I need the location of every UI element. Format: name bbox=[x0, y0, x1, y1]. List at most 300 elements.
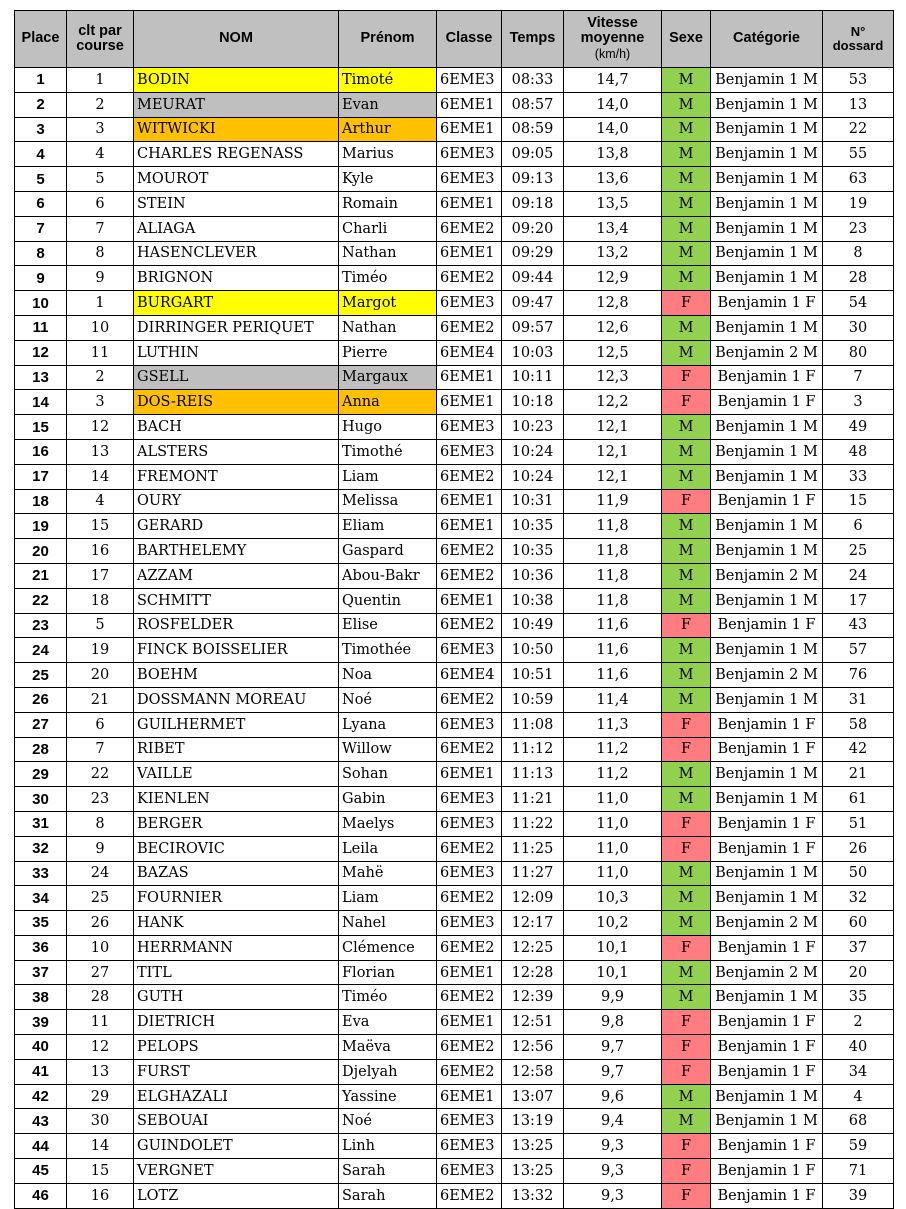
cell-nom: HANK bbox=[134, 911, 339, 936]
cell-classe: 6EME2 bbox=[437, 315, 502, 340]
cell-dossard: 3 bbox=[823, 390, 894, 415]
cell-sexe: F bbox=[662, 1035, 711, 1060]
cell-classe: 6EME3 bbox=[437, 1134, 502, 1159]
cell-temps: 09:18 bbox=[502, 191, 564, 216]
cell-classe: 6EME2 bbox=[437, 1059, 502, 1084]
table-row bbox=[15, 1183, 894, 1208]
header-vitesse-unit: (km/h) bbox=[594, 46, 631, 61]
cell-prenom: Willow bbox=[339, 737, 437, 762]
cell-dossard: 32 bbox=[823, 886, 894, 911]
cell-dossard: 61 bbox=[823, 787, 894, 812]
header-sexe: Sexe bbox=[662, 11, 711, 68]
table-row bbox=[15, 216, 894, 241]
cell-categorie: Benjamin 1 F bbox=[711, 489, 823, 514]
cell-clt: 5 bbox=[67, 613, 134, 638]
header-nom: NOM bbox=[134, 11, 339, 68]
cell-place: 23 bbox=[15, 613, 67, 638]
cell-place: 29 bbox=[15, 762, 67, 787]
cell-clt: 10 bbox=[67, 935, 134, 960]
table-row bbox=[15, 1035, 894, 1060]
results-table bbox=[14, 10, 894, 1209]
cell-prenom: Sarah bbox=[339, 1183, 437, 1208]
cell-vitesse: 13,4 bbox=[564, 216, 662, 241]
cell-categorie: Benjamin 1 F bbox=[711, 390, 823, 415]
cell-dossard: 37 bbox=[823, 935, 894, 960]
cell-vitesse: 12,2 bbox=[564, 390, 662, 415]
cell-temps: 08:59 bbox=[502, 117, 564, 142]
cell-dossard: 58 bbox=[823, 712, 894, 737]
cell-nom: GERARD bbox=[134, 514, 339, 539]
cell-classe: 6EME3 bbox=[437, 638, 502, 663]
cell-classe: 6EME1 bbox=[437, 960, 502, 985]
cell-clt: 22 bbox=[67, 762, 134, 787]
cell-nom: TITL bbox=[134, 960, 339, 985]
cell-categorie: Benjamin 1 M bbox=[711, 439, 823, 464]
cell-vitesse: 11,0 bbox=[564, 836, 662, 861]
cell-classe: 6EME2 bbox=[437, 1035, 502, 1060]
cell-nom: ELGHAZALI bbox=[134, 1084, 339, 1109]
cell-temps: 08:57 bbox=[502, 92, 564, 117]
cell-vitesse: 11,0 bbox=[564, 787, 662, 812]
cell-dossard: 19 bbox=[823, 191, 894, 216]
cell-nom: BRIGNON bbox=[134, 266, 339, 291]
cell-sexe: F bbox=[662, 1183, 711, 1208]
cell-nom: GSELL bbox=[134, 365, 339, 390]
cell-prenom: Margot bbox=[339, 291, 437, 316]
cell-vitesse: 12,1 bbox=[564, 464, 662, 489]
cell-clt: 24 bbox=[67, 861, 134, 886]
cell-nom: BACH bbox=[134, 415, 339, 440]
cell-categorie: Benjamin 2 M bbox=[711, 663, 823, 688]
cell-vitesse: 9,3 bbox=[564, 1159, 662, 1184]
cell-dossard: 49 bbox=[823, 415, 894, 440]
cell-classe: 6EME1 bbox=[437, 588, 502, 613]
cell-dossard: 15 bbox=[823, 489, 894, 514]
cell-classe: 6EME2 bbox=[437, 886, 502, 911]
cell-nom: AZZAM bbox=[134, 563, 339, 588]
cell-clt: 13 bbox=[67, 439, 134, 464]
cell-classe: 6EME3 bbox=[437, 712, 502, 737]
cell-categorie: Benjamin 1 M bbox=[711, 216, 823, 241]
header-temps: Temps bbox=[502, 11, 564, 68]
cell-sexe: M bbox=[662, 861, 711, 886]
cell-temps: 09:29 bbox=[502, 241, 564, 266]
cell-vitesse: 9,3 bbox=[564, 1134, 662, 1159]
cell-temps: 10:35 bbox=[502, 514, 564, 539]
cell-place: 9 bbox=[15, 266, 67, 291]
cell-categorie: Benjamin 1 M bbox=[711, 266, 823, 291]
table-row bbox=[15, 836, 894, 861]
cell-temps: 09:13 bbox=[502, 167, 564, 192]
cell-temps: 10:24 bbox=[502, 439, 564, 464]
cell-clt: 12 bbox=[67, 415, 134, 440]
cell-temps: 11:22 bbox=[502, 811, 564, 836]
cell-categorie: Benjamin 1 M bbox=[711, 762, 823, 787]
cell-prenom: Gabin bbox=[339, 787, 437, 812]
cell-sexe: M bbox=[662, 92, 711, 117]
table-row bbox=[15, 638, 894, 663]
cell-classe: 6EME1 bbox=[437, 489, 502, 514]
cell-temps: 10:36 bbox=[502, 563, 564, 588]
cell-place: 15 bbox=[15, 415, 67, 440]
header-row bbox=[15, 11, 894, 68]
cell-clt: 25 bbox=[67, 886, 134, 911]
cell-prenom: Nathan bbox=[339, 241, 437, 266]
table-row bbox=[15, 415, 894, 440]
cell-vitesse: 14,7 bbox=[564, 68, 662, 93]
cell-vitesse: 11,0 bbox=[564, 811, 662, 836]
header-vitesse bbox=[564, 11, 662, 68]
cell-prenom: Yassine bbox=[339, 1084, 437, 1109]
cell-clt: 2 bbox=[67, 365, 134, 390]
cell-clt: 21 bbox=[67, 687, 134, 712]
cell-prenom: Melissa bbox=[339, 489, 437, 514]
cell-dossard: 51 bbox=[823, 811, 894, 836]
cell-place: 44 bbox=[15, 1134, 67, 1159]
table-row bbox=[15, 142, 894, 167]
cell-place: 25 bbox=[15, 663, 67, 688]
cell-categorie: Benjamin 1 M bbox=[711, 861, 823, 886]
cell-vitesse: 10,1 bbox=[564, 935, 662, 960]
cell-place: 41 bbox=[15, 1059, 67, 1084]
cell-place: 40 bbox=[15, 1035, 67, 1060]
cell-dossard: 33 bbox=[823, 464, 894, 489]
cell-vitesse: 11,3 bbox=[564, 712, 662, 737]
cell-dossard: 23 bbox=[823, 216, 894, 241]
cell-temps: 13:19 bbox=[502, 1109, 564, 1134]
cell-categorie: Benjamin 1 M bbox=[711, 539, 823, 564]
cell-place: 26 bbox=[15, 687, 67, 712]
cell-place: 13 bbox=[15, 365, 67, 390]
header-vitesse-label: Vitesse moyenne bbox=[580, 15, 645, 47]
cell-prenom: Florian bbox=[339, 960, 437, 985]
cell-nom: BODIN bbox=[134, 68, 339, 93]
cell-temps: 09:44 bbox=[502, 266, 564, 291]
cell-sexe: F bbox=[662, 390, 711, 415]
cell-temps: 13:25 bbox=[502, 1159, 564, 1184]
cell-vitesse: 9,8 bbox=[564, 1010, 662, 1035]
cell-temps: 10:23 bbox=[502, 415, 564, 440]
cell-vitesse: 12,6 bbox=[564, 315, 662, 340]
cell-sexe: M bbox=[662, 142, 711, 167]
cell-sexe: M bbox=[662, 539, 711, 564]
cell-vitesse: 11,8 bbox=[564, 539, 662, 564]
cell-nom: SCHMITT bbox=[134, 588, 339, 613]
cell-temps: 12:56 bbox=[502, 1035, 564, 1060]
cell-dossard: 35 bbox=[823, 985, 894, 1010]
cell-clt: 14 bbox=[67, 464, 134, 489]
cell-temps: 12:17 bbox=[502, 911, 564, 936]
cell-classe: 6EME1 bbox=[437, 92, 502, 117]
cell-dossard: 20 bbox=[823, 960, 894, 985]
cell-temps: 10:03 bbox=[502, 340, 564, 365]
cell-place: 36 bbox=[15, 935, 67, 960]
cell-place: 5 bbox=[15, 167, 67, 192]
cell-prenom: Eva bbox=[339, 1010, 437, 1035]
cell-clt: 23 bbox=[67, 787, 134, 812]
table-row bbox=[15, 886, 894, 911]
table-row bbox=[15, 737, 894, 762]
cell-dossard: 50 bbox=[823, 861, 894, 886]
cell-classe: 6EME1 bbox=[437, 241, 502, 266]
cell-categorie: Benjamin 1 F bbox=[711, 811, 823, 836]
cell-categorie: Benjamin 1 F bbox=[711, 836, 823, 861]
cell-sexe: M bbox=[662, 960, 711, 985]
cell-sexe: F bbox=[662, 365, 711, 390]
cell-vitesse: 9,4 bbox=[564, 1109, 662, 1134]
cell-place: 43 bbox=[15, 1109, 67, 1134]
table-row bbox=[15, 588, 894, 613]
cell-place: 14 bbox=[15, 390, 67, 415]
cell-nom: GUILHERMET bbox=[134, 712, 339, 737]
cell-dossard: 4 bbox=[823, 1084, 894, 1109]
cell-sexe: F bbox=[662, 712, 711, 737]
cell-temps: 09:20 bbox=[502, 216, 564, 241]
cell-clt: 10 bbox=[67, 315, 134, 340]
cell-sexe: F bbox=[662, 613, 711, 638]
cell-place: 18 bbox=[15, 489, 67, 514]
cell-vitesse: 11,2 bbox=[564, 737, 662, 762]
table-row bbox=[15, 241, 894, 266]
cell-prenom: Kyle bbox=[339, 167, 437, 192]
cell-place: 39 bbox=[15, 1010, 67, 1035]
cell-clt: 8 bbox=[67, 811, 134, 836]
cell-categorie: Benjamin 1 M bbox=[711, 167, 823, 192]
cell-place: 7 bbox=[15, 216, 67, 241]
cell-sexe: M bbox=[662, 68, 711, 93]
cell-place: 10 bbox=[15, 291, 67, 316]
cell-clt: 11 bbox=[67, 340, 134, 365]
cell-dossard: 7 bbox=[823, 365, 894, 390]
cell-clt: 7 bbox=[67, 216, 134, 241]
cell-prenom: Anna bbox=[339, 390, 437, 415]
cell-place: 6 bbox=[15, 191, 67, 216]
cell-clt: 11 bbox=[67, 1010, 134, 1035]
cell-nom: BERGER bbox=[134, 811, 339, 836]
cell-categorie: Benjamin 1 F bbox=[711, 291, 823, 316]
header-dossard: N° dossard bbox=[823, 11, 894, 68]
cell-prenom: Linh bbox=[339, 1134, 437, 1159]
cell-vitesse: 12,5 bbox=[564, 340, 662, 365]
cell-classe: 6EME2 bbox=[437, 266, 502, 291]
cell-prenom: Timéo bbox=[339, 985, 437, 1010]
cell-clt: 9 bbox=[67, 266, 134, 291]
cell-nom: LUTHIN bbox=[134, 340, 339, 365]
header-classe: Classe bbox=[437, 11, 502, 68]
cell-dossard: 76 bbox=[823, 663, 894, 688]
cell-nom: DIRRINGER PERIQUET bbox=[134, 315, 339, 340]
table-row bbox=[15, 291, 894, 316]
cell-classe: 6EME3 bbox=[437, 1109, 502, 1134]
cell-sexe: F bbox=[662, 811, 711, 836]
cell-vitesse: 9,3 bbox=[564, 1183, 662, 1208]
table-row bbox=[15, 1159, 894, 1184]
cell-clt: 4 bbox=[67, 489, 134, 514]
cell-place: 19 bbox=[15, 514, 67, 539]
cell-classe: 6EME3 bbox=[437, 415, 502, 440]
cell-dossard: 59 bbox=[823, 1134, 894, 1159]
cell-classe: 6EME3 bbox=[437, 811, 502, 836]
cell-classe: 6EME2 bbox=[437, 687, 502, 712]
cell-classe: 6EME1 bbox=[437, 191, 502, 216]
cell-dossard: 57 bbox=[823, 638, 894, 663]
cell-dossard: 55 bbox=[823, 142, 894, 167]
cell-temps: 09:05 bbox=[502, 142, 564, 167]
cell-classe: 6EME1 bbox=[437, 365, 502, 390]
cell-classe: 6EME3 bbox=[437, 291, 502, 316]
cell-categorie: Benjamin 1 F bbox=[711, 1010, 823, 1035]
cell-prenom: Eliam bbox=[339, 514, 437, 539]
cell-place: 21 bbox=[15, 563, 67, 588]
cell-nom: CHARLES REGENASS bbox=[134, 142, 339, 167]
cell-nom: LOTZ bbox=[134, 1183, 339, 1208]
cell-vitesse: 11,8 bbox=[564, 588, 662, 613]
cell-prenom: Maëva bbox=[339, 1035, 437, 1060]
cell-sexe: F bbox=[662, 1159, 711, 1184]
cell-vitesse: 12,1 bbox=[564, 415, 662, 440]
cell-categorie: Benjamin 1 M bbox=[711, 588, 823, 613]
cell-classe: 6EME2 bbox=[437, 935, 502, 960]
cell-clt: 17 bbox=[67, 563, 134, 588]
cell-clt: 9 bbox=[67, 836, 134, 861]
cell-classe: 6EME3 bbox=[437, 787, 502, 812]
cell-sexe: M bbox=[662, 415, 711, 440]
cell-categorie: Benjamin 1 F bbox=[711, 613, 823, 638]
cell-nom: OURY bbox=[134, 489, 339, 514]
cell-categorie: Benjamin 1 M bbox=[711, 92, 823, 117]
cell-vitesse: 11,2 bbox=[564, 762, 662, 787]
cell-prenom: Charli bbox=[339, 216, 437, 241]
cell-prenom: Liam bbox=[339, 886, 437, 911]
cell-prenom: Hugo bbox=[339, 415, 437, 440]
cell-categorie: Benjamin 1 M bbox=[711, 514, 823, 539]
cell-clt: 5 bbox=[67, 167, 134, 192]
table-row bbox=[15, 563, 894, 588]
cell-classe: 6EME3 bbox=[437, 439, 502, 464]
cell-dossard: 24 bbox=[823, 563, 894, 588]
table-row bbox=[15, 687, 894, 712]
cell-clt: 6 bbox=[67, 191, 134, 216]
cell-prenom: Nathan bbox=[339, 315, 437, 340]
cell-classe: 6EME2 bbox=[437, 1183, 502, 1208]
cell-categorie: Benjamin 2 M bbox=[711, 911, 823, 936]
cell-categorie: Benjamin 1 F bbox=[711, 365, 823, 390]
cell-clt: 3 bbox=[67, 390, 134, 415]
cell-sexe: M bbox=[662, 588, 711, 613]
cell-sexe: M bbox=[662, 266, 711, 291]
cell-vitesse: 11,6 bbox=[564, 663, 662, 688]
cell-place: 42 bbox=[15, 1084, 67, 1109]
cell-place: 34 bbox=[15, 886, 67, 911]
cell-place: 27 bbox=[15, 712, 67, 737]
table-row bbox=[15, 1010, 894, 1035]
cell-categorie: Benjamin 1 M bbox=[711, 415, 823, 440]
cell-sexe: M bbox=[662, 464, 711, 489]
cell-temps: 10:59 bbox=[502, 687, 564, 712]
cell-nom: BAZAS bbox=[134, 861, 339, 886]
cell-prenom: Djelyah bbox=[339, 1059, 437, 1084]
cell-categorie: Benjamin 1 M bbox=[711, 68, 823, 93]
cell-nom: WITWICKI bbox=[134, 117, 339, 142]
cell-dossard: 6 bbox=[823, 514, 894, 539]
cell-place: 11 bbox=[15, 315, 67, 340]
table-row bbox=[15, 985, 894, 1010]
cell-nom: FREMONT bbox=[134, 464, 339, 489]
cell-clt: 28 bbox=[67, 985, 134, 1010]
header-categorie: Catégorie bbox=[711, 11, 823, 68]
table-row bbox=[15, 464, 894, 489]
cell-clt: 16 bbox=[67, 1183, 134, 1208]
table-row bbox=[15, 340, 894, 365]
table-row bbox=[15, 117, 894, 142]
cell-vitesse: 9,7 bbox=[564, 1035, 662, 1060]
cell-nom: BECIROVIC bbox=[134, 836, 339, 861]
cell-prenom: Evan bbox=[339, 92, 437, 117]
cell-prenom: Marius bbox=[339, 142, 437, 167]
cell-temps: 11:25 bbox=[502, 836, 564, 861]
cell-dossard: 2 bbox=[823, 1010, 894, 1035]
cell-vitesse: 11,8 bbox=[564, 563, 662, 588]
cell-sexe: M bbox=[662, 241, 711, 266]
cell-dossard: 60 bbox=[823, 911, 894, 936]
cell-place: 12 bbox=[15, 340, 67, 365]
cell-sexe: F bbox=[662, 1010, 711, 1035]
cell-temps: 11:08 bbox=[502, 712, 564, 737]
cell-sexe: M bbox=[662, 638, 711, 663]
cell-nom: RIBET bbox=[134, 737, 339, 762]
cell-dossard: 68 bbox=[823, 1109, 894, 1134]
cell-nom: STEIN bbox=[134, 191, 339, 216]
cell-clt: 6 bbox=[67, 712, 134, 737]
cell-prenom: Liam bbox=[339, 464, 437, 489]
cell-temps: 09:47 bbox=[502, 291, 564, 316]
cell-dossard: 39 bbox=[823, 1183, 894, 1208]
cell-prenom: Timothé bbox=[339, 439, 437, 464]
cell-place: 46 bbox=[15, 1183, 67, 1208]
cell-vitesse: 12,8 bbox=[564, 291, 662, 316]
cell-temps: 10:24 bbox=[502, 464, 564, 489]
table-row bbox=[15, 762, 894, 787]
cell-sexe: F bbox=[662, 1059, 711, 1084]
cell-temps: 13:32 bbox=[502, 1183, 564, 1208]
cell-nom: VAILLE bbox=[134, 762, 339, 787]
cell-dossard: 26 bbox=[823, 836, 894, 861]
cell-sexe: M bbox=[662, 911, 711, 936]
cell-nom: MEURAT bbox=[134, 92, 339, 117]
cell-vitesse: 12,9 bbox=[564, 266, 662, 291]
cell-clt: 16 bbox=[67, 539, 134, 564]
cell-sexe: M bbox=[662, 563, 711, 588]
table-row bbox=[15, 514, 894, 539]
cell-place: 30 bbox=[15, 787, 67, 812]
cell-nom: ALSTERS bbox=[134, 439, 339, 464]
cell-sexe: M bbox=[662, 191, 711, 216]
cell-nom: BOEHM bbox=[134, 663, 339, 688]
cell-prenom: Noa bbox=[339, 663, 437, 688]
cell-categorie: Benjamin 2 M bbox=[711, 960, 823, 985]
cell-nom: SEBOUAI bbox=[134, 1109, 339, 1134]
table-row bbox=[15, 787, 894, 812]
cell-nom: BURGART bbox=[134, 291, 339, 316]
cell-vitesse: 9,7 bbox=[564, 1059, 662, 1084]
cell-place: 20 bbox=[15, 539, 67, 564]
cell-sexe: M bbox=[662, 340, 711, 365]
table-row bbox=[15, 960, 894, 985]
cell-sexe: M bbox=[662, 167, 711, 192]
cell-classe: 6EME3 bbox=[437, 142, 502, 167]
cell-temps: 10:51 bbox=[502, 663, 564, 688]
table-body bbox=[15, 68, 894, 1209]
